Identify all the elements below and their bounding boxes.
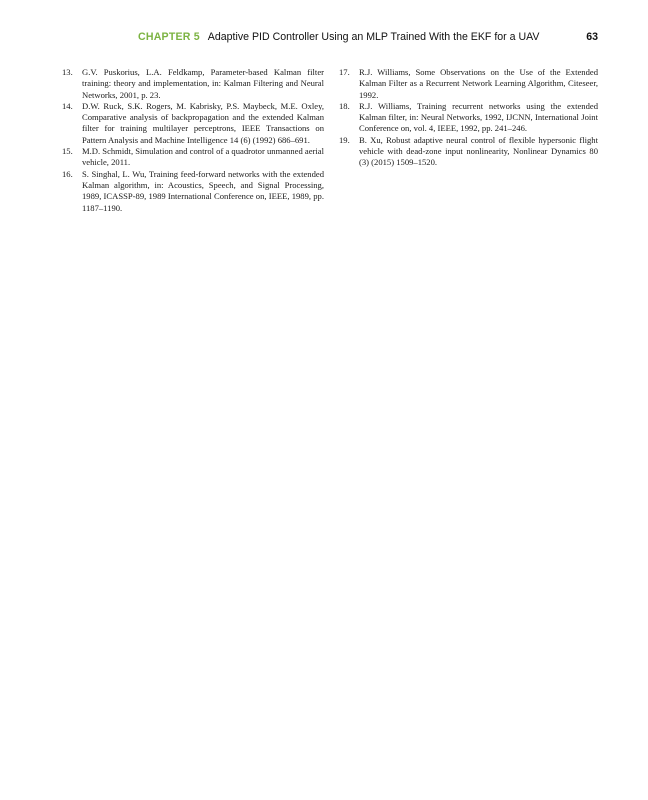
reference-number: 17. bbox=[339, 67, 350, 77]
reference-item bbox=[62, 169, 324, 214]
references-left-column bbox=[62, 67, 324, 214]
chapter-label: CHAPTER 5 bbox=[138, 31, 200, 43]
reference-text: D.W. Ruck, S.K. Rogers, M. Kabrisky, P.S. Maybeck, M.E. Oxley, Comparative analysis of backpropagation and the extended Kalman filter for training multilayer perceptrons, IEEE Transactions on Pattern Analysis and Machine Intelligence 14 (6) (1992) 686–691. bbox=[82, 100, 324, 145]
reference-number: 18. bbox=[339, 100, 350, 111]
chapter-title: Adaptive PID Controller Using an MLP Trained With the EKF for a UAV bbox=[207, 31, 540, 43]
reference-text: M.D. Schmidt, Simulation and control of a quadrotor unmanned aerial vehicle, 2011. bbox=[82, 146, 325, 168]
reference-item bbox=[62, 101, 324, 146]
reference-text: B. Xu, Robust adaptive neural control of flexible hypersonic flight vehicle with dead-zone input nonlinearity, Nonlinear Dynamics 80 (3) (2015) 1509–1520. bbox=[359, 134, 598, 168]
reference-item bbox=[62, 146, 324, 169]
reference-text: R.J. Williams, Some Observations on the Use of the Extended Kalman Filter as a Recurrent Network Learning Algorithm, Citeseer, 1992. bbox=[359, 67, 598, 100]
reference-number: 19. bbox=[339, 134, 350, 145]
reference-number: 16. bbox=[62, 168, 73, 179]
reference-text: R.J. Williams, Training recurrent networks using the extended Kalman filter, in: Neural Networks, 1992, IJCNN, International Joint Conference on, vol. 4, IEEE, 1992, pp. 241–246. bbox=[359, 100, 598, 134]
page-number: 63 bbox=[586, 31, 598, 43]
running-header bbox=[138, 31, 598, 47]
reference-text: S. Singhal, L. Wu, Training feed-forward networks with the extended Kalman algorithm, in: Acoustics, Speech, and Signal Processing, 1989, ICASSP-89, 1989 International Conference on, IEEE, 1989, pp. 1187–1190. bbox=[82, 168, 324, 213]
references-right-column bbox=[339, 67, 598, 169]
reference-number: 15. bbox=[62, 146, 73, 157]
reference-item bbox=[62, 67, 324, 101]
reference-number: 13. bbox=[62, 67, 73, 77]
reference-text: G.V. Puskorius, L.A. Feldkamp, Parameter-based Kalman filter training: theory and implementation, in: Kalman Filtering and Neural Networks, 2001, p. 23. bbox=[82, 67, 324, 100]
reference-item bbox=[339, 135, 598, 169]
reference-item bbox=[339, 67, 598, 101]
reference-number: 14. bbox=[62, 100, 73, 111]
reference-item bbox=[339, 101, 598, 135]
